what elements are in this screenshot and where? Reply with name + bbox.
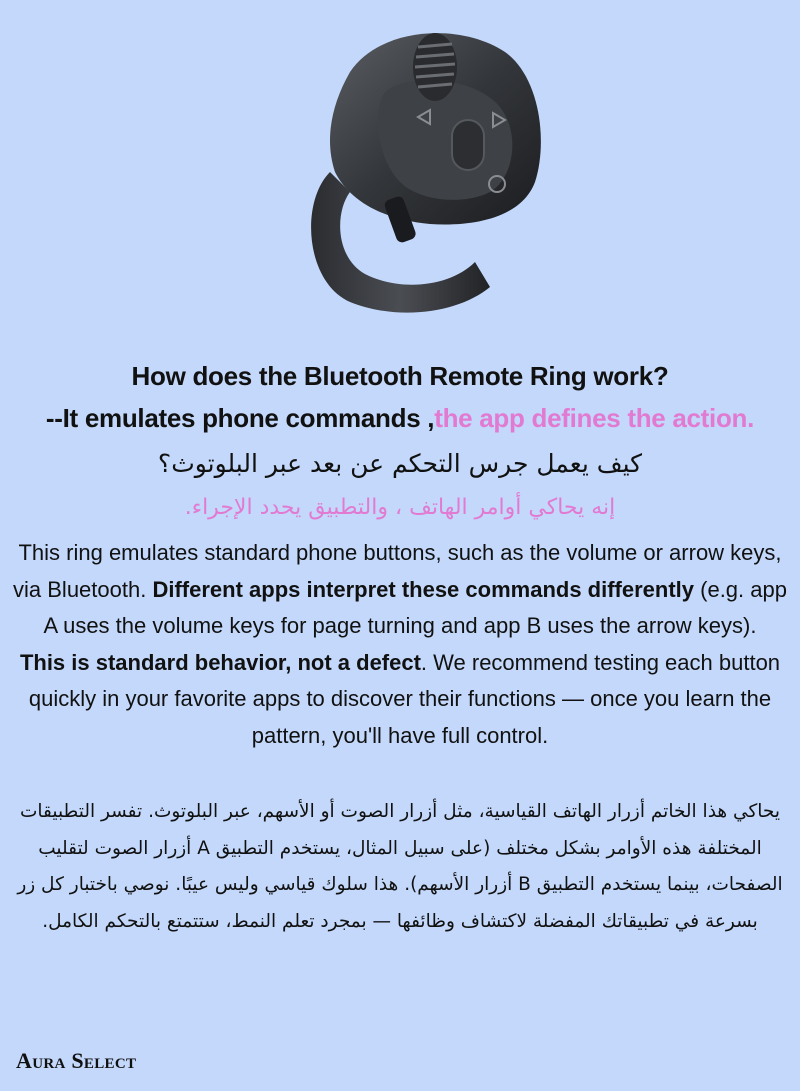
description-text: This ring emulates standard phone buttons, such as the volume or arrow keys, via Bluetooth.: [13, 540, 782, 602]
brand-logo: Aura Select: [16, 1048, 137, 1073]
bluetooth-ring-remote-icon: [290, 12, 560, 317]
product-image: [290, 12, 560, 317]
description-bold: This is standard behavior, not a defect: [19, 649, 421, 675]
arabic-headline-answer: إنه يحاكي أوامر الهاتف ، والتطبيق يحدد الإجراء.: [184, 495, 616, 520]
description-text: . We recommend testing each button quickly in your favorite apps to discover their functions — once you learn the pattern, you'll have full control.: [28, 649, 781, 748]
description-paragraph-2: [10, 645, 790, 755]
description-text: (e.g. app A uses the volume keys for page turning and app B uses the arrow keys).: [43, 576, 787, 638]
arabic-headline-question: كيف يعمل جرس التحكم عن بعد عبر البلوتوث؟: [157, 449, 643, 478]
arabic-headline: [0, 442, 800, 530]
headline-answer: [0, 397, 800, 439]
headline-question: How does the Bluetooth Remote Ring work?: [131, 361, 669, 391]
description-paragraph-1: [10, 535, 790, 645]
headline: [0, 355, 800, 439]
description-bold: Different apps interpret these commands differently: [152, 576, 695, 602]
arabic-description: يحاكي هذا الخاتم أزرار الهاتف القياسية، مثل أزرار الصوت أو الأسهم، عبر البلوتوث. تفسر التطبيقات المختلفة هذه الأوامر بشكل مختلف (على سبيل المثال، يستخدم التطبيق A أزرار الصوت لتقليب الصفحات، بينما يستخدم التطبيق B أزرار الأسهم). هذا سلوك قياسي وليس عيبًا. نوصي باختبار كل زر بسرعة في تطبيقاتك المفضلة لاكتشاف وظائفها — بمجرد تعلم النمط، ستتمتع بالتحكم الكامل.: [17, 801, 783, 932]
headline-answer-prefix: --It emulates phone commands ,: [45, 403, 435, 433]
headline-answer-accent: the app defines the action.: [434, 403, 755, 433]
description: [10, 535, 790, 754]
